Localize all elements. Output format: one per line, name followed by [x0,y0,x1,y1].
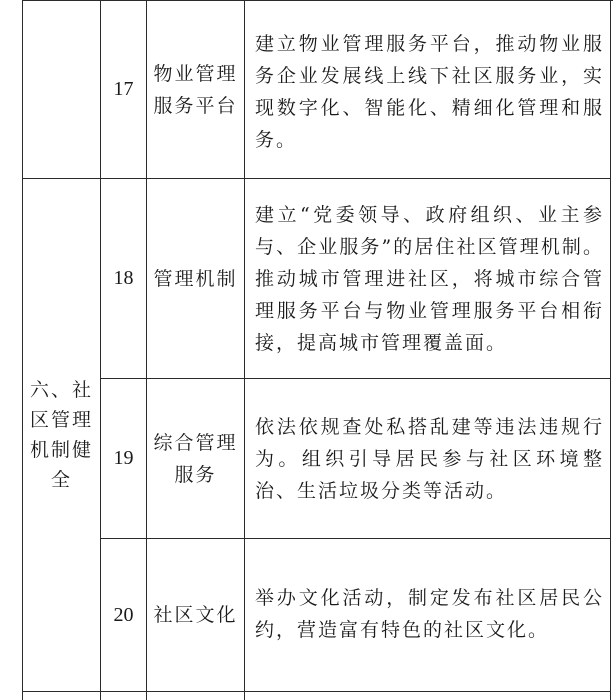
row-number: 20 [113,603,134,626]
category-label: 六、社区管理机制健全 [29,379,93,491]
row-number: 19 [113,447,134,469]
item-name: 管理机制 [153,267,238,290]
row-17-name-cell [147,1,244,178]
item-name: 综合管理服务 [153,431,238,486]
item-name: 物业管理服务平台 [153,62,238,117]
row-17-description-cell [245,28,610,178]
item-description: 举办文化活动，制定发布社区居民公约，营造富有特色的社区文化。 [255,587,604,641]
row-18-description-cell [245,199,610,377]
row-19-name-cell [147,379,244,538]
row-20-description-cell [245,582,610,690]
row-number: 17 [113,78,134,100]
row-19-number-cell [101,379,146,538]
category-cell [23,179,100,691]
item-description: 建立“党委领导、政府组织、业主参与、企业服务”的居住社区管理机制。推动城市管理进社区，将城市综合管理服务平台与物业管理服务平台相衔接，提高城市管理覆盖面。 [255,204,604,354]
item-description: 建立物业管理服务平台，推动物业服务企业发展线上线下社区服务业，实现数字化、智能化、精细化管理和服务。 [255,33,604,151]
row-20-name-cell [147,539,244,691]
row-19-description-cell [245,411,610,537]
row-18-number-cell [101,179,146,378]
row-18-name-cell [147,179,244,378]
row-17-number-cell [101,1,146,178]
row-number: 18 [113,267,134,289]
item-description: 依法依规查处私搭乱建等违法违规行为。组织引导居民参与社区环境整治、生活垃圾分类等活动。 [255,416,604,502]
row-20-number-cell [101,539,146,691]
table-bottom-border [22,691,611,692]
item-name: 社区文化 [153,604,238,626]
table-right-border [610,0,611,700]
